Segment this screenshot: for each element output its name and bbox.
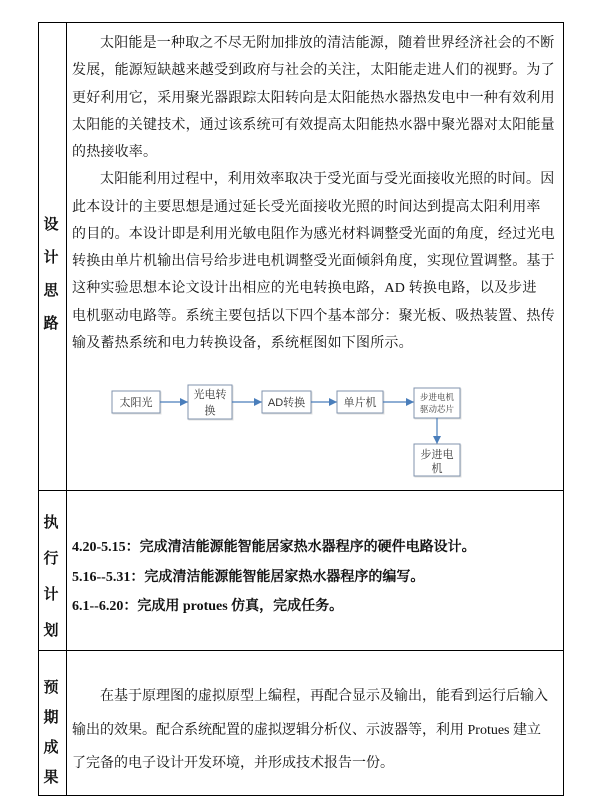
paragraph-line: 了完备的电子设计开发环境，并形成技术报告一份。: [72, 756, 394, 771]
paragraph-line: 的目的。本设计即是利用光敏电阻作为感光材料调整受光面的角度，经过光电: [72, 226, 555, 242]
node-stepper-motor-label-line: 步进电: [420, 449, 454, 461]
label-char: 计: [43, 250, 59, 266]
design-idea-row: [39, 23, 563, 491]
paragraph-line: 太阳能是一种取之不尽无附加排放的清洁能源，随着世界经济社会的不断: [100, 36, 555, 51]
execution-plan-label-cell: [39, 491, 67, 650]
label-char: 路: [43, 316, 59, 332]
node-sunlight: [112, 391, 160, 413]
paragraph-line: 这种实验思想本论文设计出相应的光电转换电路，AD 转换电路，以及步进: [72, 281, 537, 297]
label-char: 行: [43, 551, 59, 567]
schedule-item: 4.20-5.15：完成清洁能源能智能居家热水器程序的硬件电路设计。: [72, 540, 476, 555]
paragraph-line: 更好利用它，采用聚光器跟踪太阳转向是太阳能热水器热发电中一种有效利用: [72, 90, 555, 106]
paragraph-1: [72, 30, 555, 166]
paragraph-line: 太阳能的关键技术，通过该系统可有效提高太阳能热水器中聚光器对太阳能量: [72, 117, 555, 133]
expected-results-row: [39, 651, 563, 795]
execution-plan-content: [67, 491, 563, 650]
node-ad-conversion: [262, 391, 311, 413]
label-char: 划: [43, 623, 59, 639]
paragraph-line: 太阳能利用过程中，利用效率取决于受光面与受光面接收光照的时间。因: [100, 172, 555, 188]
node-stepper-motor-label-line: 机: [431, 463, 443, 475]
paragraph-line: 转换由单片机输出信号给步进电机调整受光面倾斜角度，实现位置调整。基于: [72, 254, 555, 270]
node-motor-driver-label-line: 驱动芯片: [419, 404, 455, 414]
paragraph-line: 输及蓄热系统和电力转换设备，系统框图如下图所示。: [72, 335, 413, 351]
design-idea-label: [39, 209, 66, 341]
label-char: 期: [43, 710, 59, 726]
system-block-diagram: [100, 380, 470, 482]
node-photoelectric: [188, 385, 232, 419]
node-ad-conversion-label: AD转换: [267, 397, 306, 409]
expected-results-text: [72, 680, 548, 781]
schedule-list: [72, 533, 476, 622]
node-stepper-motor: [414, 444, 460, 476]
label-char: 计: [43, 587, 59, 603]
label-char: 果: [43, 770, 59, 786]
design-idea-text: [72, 30, 555, 357]
paragraph-line: 的热接收率。: [72, 145, 158, 161]
design-idea-label-cell: [39, 23, 67, 490]
node-mcu: [337, 391, 383, 413]
execution-plan-label: [39, 505, 66, 649]
expected-results-label: [39, 673, 66, 793]
label-char: 设: [43, 217, 59, 233]
node-photoelectric-label-line: 光电转: [193, 389, 227, 401]
paragraph-line: 输出的效果。配合系统配置的虚拟逻辑分析仪、示波器等，利用 Protues 建立: [72, 722, 541, 738]
node-mcu-label: 单片机: [343, 397, 377, 409]
proposal-table: [38, 22, 564, 796]
expected-results-content: [67, 651, 563, 795]
node-photoelectric-label-line: 换: [204, 405, 216, 417]
paragraph-line: 电机驱动电路等。系统主要包括以下四个基本部分：聚光板、吸热装置、热传: [72, 308, 555, 324]
label-char: 成: [43, 740, 59, 756]
paragraph-line: 此本设计的主要思想是通过延长受光面接收光照的时间达到提高太阳利用率: [72, 199, 541, 215]
design-idea-content: [67, 23, 563, 490]
paragraph-2: [72, 166, 555, 357]
paragraph-line: 在基于原理图的虚拟原型上编程，再配合显示及输出，能看到运行后输入: [100, 689, 548, 704]
schedule-item: 5.16--5.31：完成清洁能源能智能居家热水器程序的编写。: [72, 569, 425, 585]
label-char: 预: [43, 680, 59, 696]
expected-results-label-cell: [39, 651, 67, 795]
execution-plan-row: [39, 491, 563, 651]
node-sunlight-label: 太阳光: [119, 397, 153, 409]
node-motor-driver-label-line: 步进电机: [419, 392, 455, 402]
paragraph-line: 发展，能源短缺越来越受到政府与社会的关注，太阳能走进人们的视野。为了: [72, 63, 555, 79]
label-char: 执: [43, 515, 59, 531]
schedule-item: 6.1--6.20：完成用 protues 仿真，完成任务。: [72, 599, 344, 614]
label-char: 思: [43, 283, 59, 299]
node-motor-driver: [414, 388, 460, 418]
